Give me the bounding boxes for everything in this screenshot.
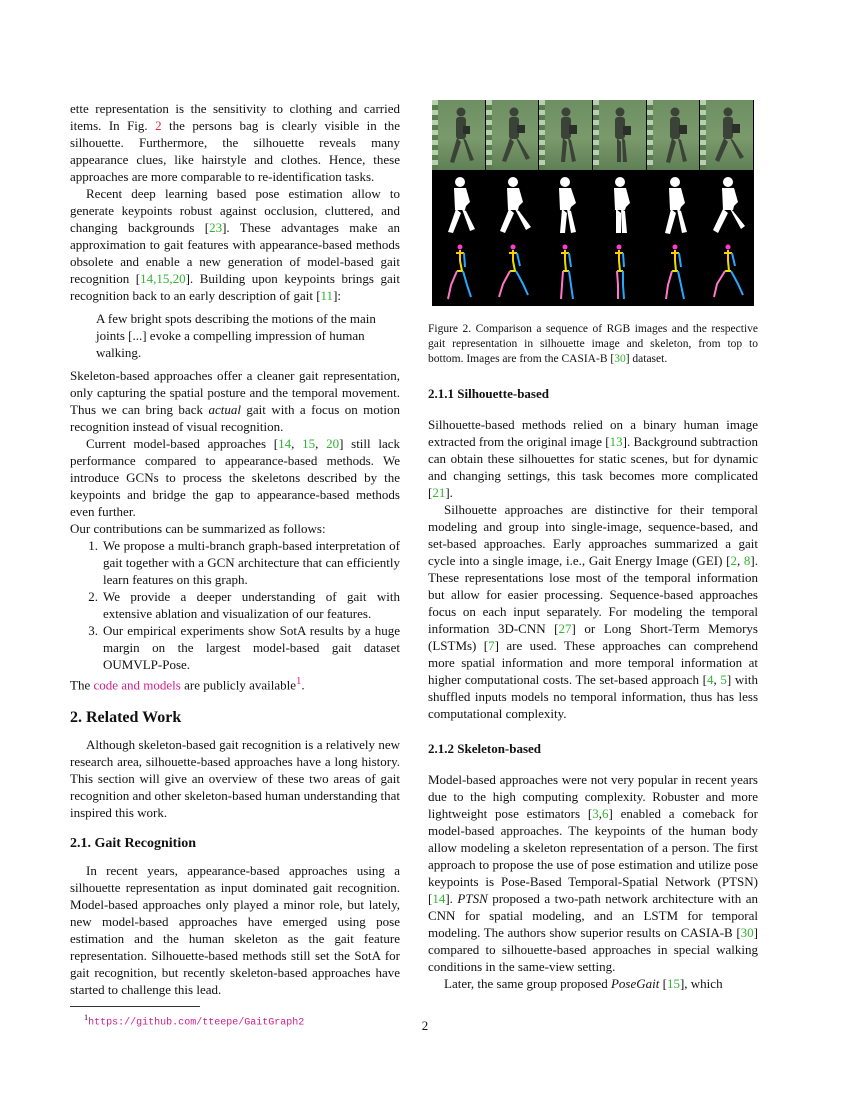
citation-link[interactable]: 3 [592,806,599,821]
rgb-frame [593,100,647,170]
contributions-list [70,537,400,673]
paragraph-silhouette-methods: Silhouette-based methods relied on a binary human image extracted from the original image [13]. Background subtraction can obtain these silhouettes for static scenes, but for dynamic and changing settings, this task becomes more complicated [21]. [428,417,759,500]
skeleton-frame [432,239,486,306]
paragraph-posegait: Later, the same group proposed PoseGait [15], which [444,976,723,991]
figure-caption: Figure 2. Comparison a sequence of RGB images and the respective gait representation in silhouette image and skeleton, from top to bottom. Images are from the CASIA-B [30] dataset. [428,323,758,365]
skeleton-frame [593,239,647,306]
citation-link[interactable]: 13 [609,434,623,449]
citation-link[interactable]: 20 [326,436,340,451]
footnote-divider [70,1006,200,1007]
right-column [428,100,758,992]
subsection-heading-skeleton: 2.1.2 Skeleton-based [428,741,542,756]
skeleton-row [432,239,754,306]
citation-link[interactable]: 7 [488,638,495,653]
paragraph-related-work: Although skeleton-based gait recognition is a relatively new research area, silhouette-based approaches have a long history. This section will give an overview of these two areas of gait recognition and other skeleton-based human understanding that inspired this work. [70,737,400,821]
skeleton-frame [700,239,754,306]
citation-link[interactable]: 11 [320,288,334,303]
figure-gait-comparison [432,100,754,306]
citation-link[interactable]: 8 [743,553,751,568]
paragraph-intro: ette representation is the sensitivity to clothing and carried items. In Fig. 2 the persons bag is clearly visible in the silhouette. Furthermore, the silhouette reveals many appearance clues, like hairstyle and clothes. Hence, these approaches are more comparable to re-identification tasks. [70,101,400,184]
silhouette-row [432,172,754,237]
paragraph-contributions: Our contributions can be summarized as follows: [70,521,326,536]
rgb-frame [486,100,540,170]
citation-link[interactable]: 15 [302,436,316,451]
silhouette-frame [432,172,486,237]
block-quote: A few bright spots describing the motions of the main joints [...] evoke a compelling impression of human walking. [96,311,376,360]
left-column [70,100,400,1032]
skeleton-frame [647,239,701,306]
section-heading-related-work: 2. Related Work [70,709,182,727]
paragraph-current-approaches: Current model-based approaches [14, 15, 20] still lack performance compared to appearance-based methods. We introduce GCNs to process the skeletons described by the keypoints and bridge the gap to appearance-based methods even further. [70,436,401,519]
skeleton-frame [486,239,540,306]
citation-link[interactable]: 27 [558,621,572,636]
citation-link[interactable]: 15 [666,976,680,991]
citation-link[interactable]: 5 [720,672,727,687]
silhouette-frame [647,172,701,237]
footnote-url-link[interactable]: https://github.com/tteepe/GaitGraph2 [88,1017,305,1029]
paragraph-gait-recognition: In recent years, appearance-based approaches using a silhouette representation as input dominated gait recognition. Model-based approaches only played a minor role, but lately, new model-based approaches have emerged using pose estimation and the human skeleton as the gait feature representation. Silhouette-based methods still set the SotA for gait recognition, but recently skeleton-based approaches have started to challenge this lead. [70,863,400,998]
rgb-frame [539,100,593,170]
silhouette-frame [700,172,754,237]
citation-link[interactable]: 14 [432,891,446,906]
paragraph-model-based: Model-based approaches were not very popular in recent years due to the high computing complexity. Robuster and more lightweight pose estimators [3,6] enabled a comeback for model-based approaches. The keypoints of the human body allow modeling a skeleton representation of a person. The first approach to propose the use of pose estimation and utilize pose keypoints is Pose-Based Temporal-Spatial Network (PTSN) [14]. PTSN proposed a two-path network architecture with an CNN for spatial modeling, and an LSTM for temporal modeling. The authors show superior results on CASIA-B [30] compared to silhouette-based approaches in special walking conditions in the same-view setting. [428,772,759,974]
list-item: 3. Our empirical experiments show SotA results by a huge margin on the largest model-based gait dataset OUMVLP-Pose. [88,623,400,672]
footnote-ref-link[interactable]: 1 [295,675,302,687]
paragraph-availability: The code and models are publicly available$^1$. [70,675,305,693]
silhouette-frame [593,172,647,237]
citation-link[interactable]: 4 [707,672,714,687]
list-item: 1. We propose a multi-branch graph-based interpretation of gait together with a GCN architecture that can efficiently learn features on this graph. [88,538,400,587]
subsection-heading-silhouette: 2.1.1 Silhouette-based [428,386,549,401]
citation-link[interactable]: 14,15,20 [140,271,186,286]
code-models-link[interactable]: code and models [93,677,181,693]
rgb-frame [647,100,701,170]
section-heading-gait-recognition: 2.1. Gait Recognition [70,836,196,852]
silhouette-frame [539,172,593,237]
silhouette-frame [486,172,540,237]
citation-link[interactable]: 30 [740,925,754,940]
skeleton-frame [539,239,593,306]
page-number: 2 [421,1018,429,1033]
paragraph-pose-estimation: Recent deep learning based pose estimation allow to generate keypoints robust against occlusion, cluttered, and changing backgrounds [23]. These advantages make an approximation to gait features with appearance-based methods obsolete and enable a new generation of model-based gait recognition [14,15,20]. Building upon keypoints brings gait recognition back to an early description of gait [11]: [70,186,400,303]
rgb-frame [700,100,754,170]
list-item: 2. We provide a deeper understanding of gait with extensive ablation and visualization of our features. [88,589,400,621]
paragraph-silhouette-approaches: Silhouette approaches are distinctive for their temporal modeling and group into single-image, sequence-based, and set-based approaches. Early approaches summarized a gait cycle into a single image, i.e., Gait Energy Image (GEI) [2, 8]. These representations lose most of the temporal information but allow for easier processing. Sequence-based approaches focus on each input separately. For modeling the temporal information 3D-CNN [27] or Long Short-Term Memorys (LSTMs) [7] are used. These approaches can comprehend more spatial information and more temporal information at higher computational costs. The set-based approach [4, 5] with shuffled inputs models no temporal information, thus has less computational complexity. [428,502,759,721]
citation-link[interactable]: 14 [278,436,292,451]
citation-link[interactable]: 6 [601,806,609,821]
rgb-image-row [432,100,754,170]
paragraph-skeleton: Skeleton-based approaches offer a cleaner gait representation, only capturing the spatial posture and the temporal movement. Thus we can bring back actual gait with a focus on motion recognition instead of visual recognition. [70,368,401,434]
citation-link[interactable]: 2 [730,553,737,568]
rgb-frame [432,100,486,170]
citation-link[interactable]: 21 [432,485,446,500]
citation-link[interactable]: 23 [209,220,223,235]
citation-link[interactable]: 30 [614,353,626,365]
footnote: $^1$https://github.com/tteepe/GaitGraph2 [84,1013,305,1029]
figure-ref-link[interactable]: 2 [155,118,162,133]
